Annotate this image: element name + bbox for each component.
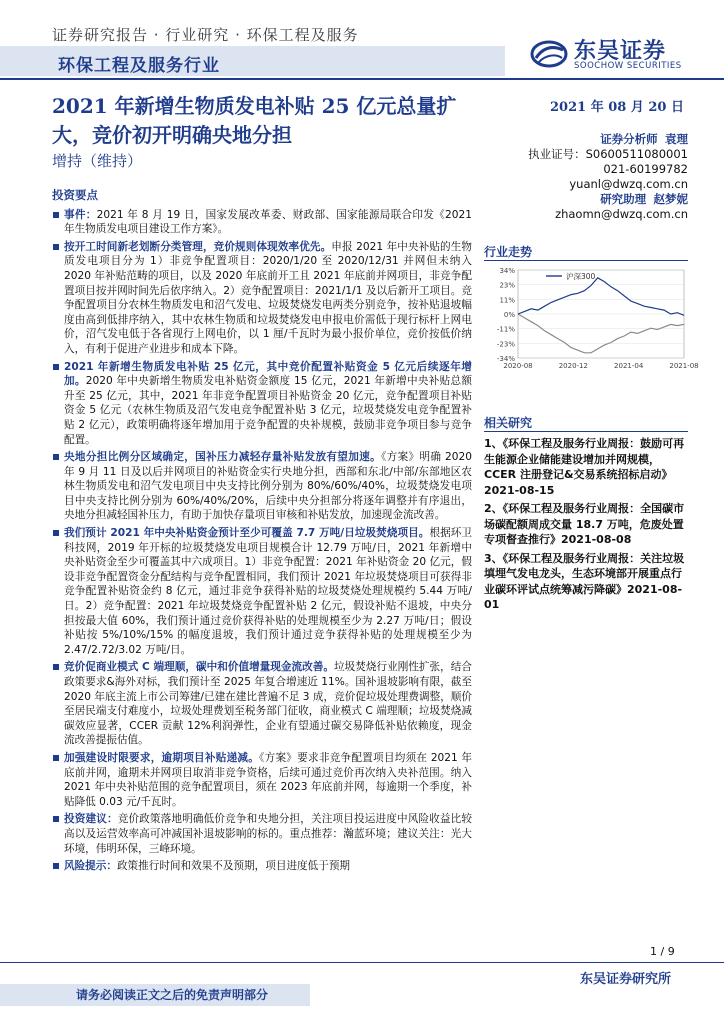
series-line — [518, 314, 684, 353]
report-title: 2021 年新增生物质发电补贴 25 亿元总量扩大，竞价初开明确央地分担 — [52, 94, 457, 147]
assistant-role: 研究助理 — [600, 192, 647, 206]
analyst-2 — [600, 192, 688, 207]
summary-item: 事件：2021 年 8 月 19 日，国家发展改革委、财政部、国家能源局联合印发《2021 年生物质发电项目建设工作方案》。 — [52, 208, 472, 237]
summary-item: 按开工时间新老划断分类管理，竞价规则体现效率优先。申报 2021 年中央补贴的生物质发电项目分为 1）非竞争配置项目：2020/1/20 至 2020/12/31 并网但未纳入 2020 年补贴范畴的项目，以及 2020 年底前开工且 2021 年底前并网项目，非竞争配置项目按并网时间先后依序纳入。2）竞争配置项目：2021/1/1 及以后新开工项目。竞争配置项目分农林生物质发电和沼气发电、垃圾焚烧发电两类分别竞争，按补贴退坡幅度由高到低排序纳入，其中农林生物质和垃圾焚烧发电申报电价需低于现行标杆上网电价，沼气发电低于各省现行上网电价，以 1 厘/千瓦时为最小报价单位，竞价按低价纳入，有利于促进产业进步和成本下降。 — [52, 240, 472, 357]
related-item[interactable]: 2、《环保工程及服务行业周报：全国碳市场碳配额周成交量 18.7 万吨，危废处置专项督查推行》2021-08-08 — [484, 502, 685, 546]
y-tick-label: -11% — [496, 325, 515, 334]
analyst-1 — [600, 132, 688, 147]
chart-divider — [484, 260, 688, 261]
phone: 021-60199782 — [603, 162, 688, 176]
related-divider — [484, 431, 688, 432]
industry-trend-chart — [484, 262, 699, 374]
analyst-name: 袁理 — [665, 132, 688, 146]
y-tick-label: 0% — [503, 311, 515, 319]
summary-item: 竞价促商业模式 C 端理顺，碳中和价值增量现金流改善。垃圾焚烧行业刚性扩张，结合政策要求&海外对标，我们预计至 2025 年复合增速近 11%。国补退坡影响有限，截至 2020 年底主流上市公司筹建/已建在建比普遍不足 3 成，竞价促垃圾处理费调整，顺价至居民端支付难度小，垃圾处理费划至税务部门征收，商业模式 C 端理顺；垃圾焚烧减碳效应显著，CCER 贡献 12%利润弹性，企业有望通过碳交易降低补贴依赖度，现金流改善提振估值。 — [52, 660, 472, 748]
assistant-name: 赵梦妮 — [653, 192, 688, 206]
y-tick-label: -34% — [496, 355, 515, 363]
x-tick-label: 2020-12 — [558, 362, 588, 370]
summary-item: 风险提示：政策推行时间和效果不及预期，项目进度低于预期 — [52, 859, 472, 874]
summary-item: 加强建设时限要求，逾期项目补贴递减。《方案》要求非竞争配置项目均须在 2021 年底前并网，逾期未并网项目取消非竞争资格，后续可通过竞价再次纳入央补范围。纳入 2021 年中央补贴范围的竞争配置项目，须在 2023 年底前并网，每逾期一个季度，补贴降低 0.03 元/千瓦时。 — [52, 751, 472, 809]
page-number: 1 / 9 — [650, 945, 675, 958]
y-tick-label: 11% — [499, 296, 515, 305]
y-tick-label: 23% — [499, 281, 515, 290]
footer-divider — [0, 962, 724, 963]
related-item[interactable]: 1、《环保工程及服务行业周报：鼓励可再生能源企业储能建设增加并网规模，CCER 注册登记&交易系统招标启动》2021-08-15 — [484, 437, 685, 497]
license: 执业证号：S0600511080001 — [528, 147, 688, 161]
industry-label: 环保工程及服务行业 — [58, 56, 220, 76]
series-line — [518, 278, 684, 316]
summary-item: 2021 年新增生物质发电补贴 25 亿元，其中竞价配置补贴资金 5 亿元后续逐年增加。2020 年中央新增生物质发电补贴资金额度 15 亿元，2021 年新增中央补贴总额升至 25 亿元，其中，2021 年非竞争配置项目补贴资金 20 亿元，竞争配置项目补贴资金 5 亿元（农林生物质及沼气发电竞争配置补贴 3 亿元，垃圾焚烧发电竞争配置补贴 2 亿元），政策明确将逐年增加用于竞争配置的央补规模，鼓励非竞争项目参与竞争配置。 — [52, 360, 472, 448]
y-tick-label: 34% — [499, 267, 515, 275]
logo-cn: 东吴证券 — [574, 39, 667, 64]
analyst-role: 证券分析师 — [600, 132, 658, 146]
chart-title: 行业走势 — [484, 245, 533, 259]
related-item[interactable]: 3、《环保工程及服务行业周报：关注垃圾填埋气发电龙头，生态环境部开展重点行业碳环评试点统筹减污降碳》2021-08-01 — [484, 551, 685, 611]
institute-name: 东吴证券研究所 — [580, 972, 672, 987]
related-heading: 相关研究 — [484, 416, 533, 430]
disclaimer: 请务必阅读正文之后的免责声明部分 — [76, 988, 269, 1002]
legend-label: 沪深300 — [566, 272, 596, 281]
related-list — [484, 436, 689, 616]
report-date: 2021 年 08 月 20 日 — [550, 100, 684, 115]
breadcrumb: 证券研究报告 · 行业研究 · 环保工程及服务 — [52, 26, 359, 44]
y-tick-label: -23% — [496, 340, 515, 349]
x-tick-label: 2021-08 — [669, 362, 699, 370]
soochow-logo-icon — [530, 36, 568, 72]
x-tick-label: 2021-04 — [614, 362, 644, 370]
email-2: zhaomn@dwzq.com.cn — [555, 207, 688, 221]
summary-heading: 投资要点 — [52, 188, 98, 202]
header-divider — [0, 78, 724, 80]
logo-en: SOOCHOW SECURITIES — [574, 61, 682, 71]
summary-item: 央地分担比例分区域确定，国补压力减轻存量补贴发放有望加速。《方案》明确 2020 年 9 月 11 日及以后并网项目的补贴资金实行央地分担，西部和东北/中部/东部地区农林生物质发电和沼气发电项目中央支持比例分别为 80%/60%/40%，垃圾焚烧发电项目中央支持比例分别为 60%/40%/20%，后续中央分担部分将逐年调整并有序退出，央地分担减轻国补压力，有助于加快存量项目审核和补贴发放，加速现金流改善。 — [52, 450, 472, 523]
rating: 增持（维持） — [52, 152, 143, 170]
summary-item: 投资建议：竞价政策落地明确低价竞争和央地分担，关注项目投运进度中风险收益比较高以及运营效率高可冲减国补退坡影响的标的。重点推荐：瀚蓝环境；建议关注：光大环境，伟明环保，三峰环境。 — [52, 812, 472, 856]
summary-item: 我们预计 2021 年中央补贴资金预计至少可覆盖 7.7 万吨/日垃圾焚烧项目。根据环卫科技网，2019 年开标的垃圾焚烧发电项目规模合计 12.79 万吨/日，2021 年新增中央补贴资金至少可覆盖其中六成项目。1）非竞争配置：2021 年补贴资金 20 亿元，假设非竞争配置资金分配结构与竞争配置相同，我们预计 2021 年垃圾焚烧项目可获得非竞争配置补贴资金约 8 亿元，通过非竞争获得补贴的垃圾焚烧处理规模约 5.44 万吨/日。2）竞争配置：2021 年垃圾焚烧竞争配置补贴 2 亿元，假设补贴不退坡，中央分担按最大值 60%，我们预计通过竞价获得补贴的处理规模至少为 2.27 万吨/日；假设补贴按 5%/10%/15% 的幅度退坡，我们预计通过竞争获得补贴的处理规模至少为 2.47/2.72/3.02 万吨/日。 — [52, 526, 472, 657]
email-1: yuanl@dwzq.com.cn — [569, 177, 688, 191]
x-tick-label: 2020-08 — [503, 362, 533, 370]
investment-summary — [52, 188, 472, 877]
